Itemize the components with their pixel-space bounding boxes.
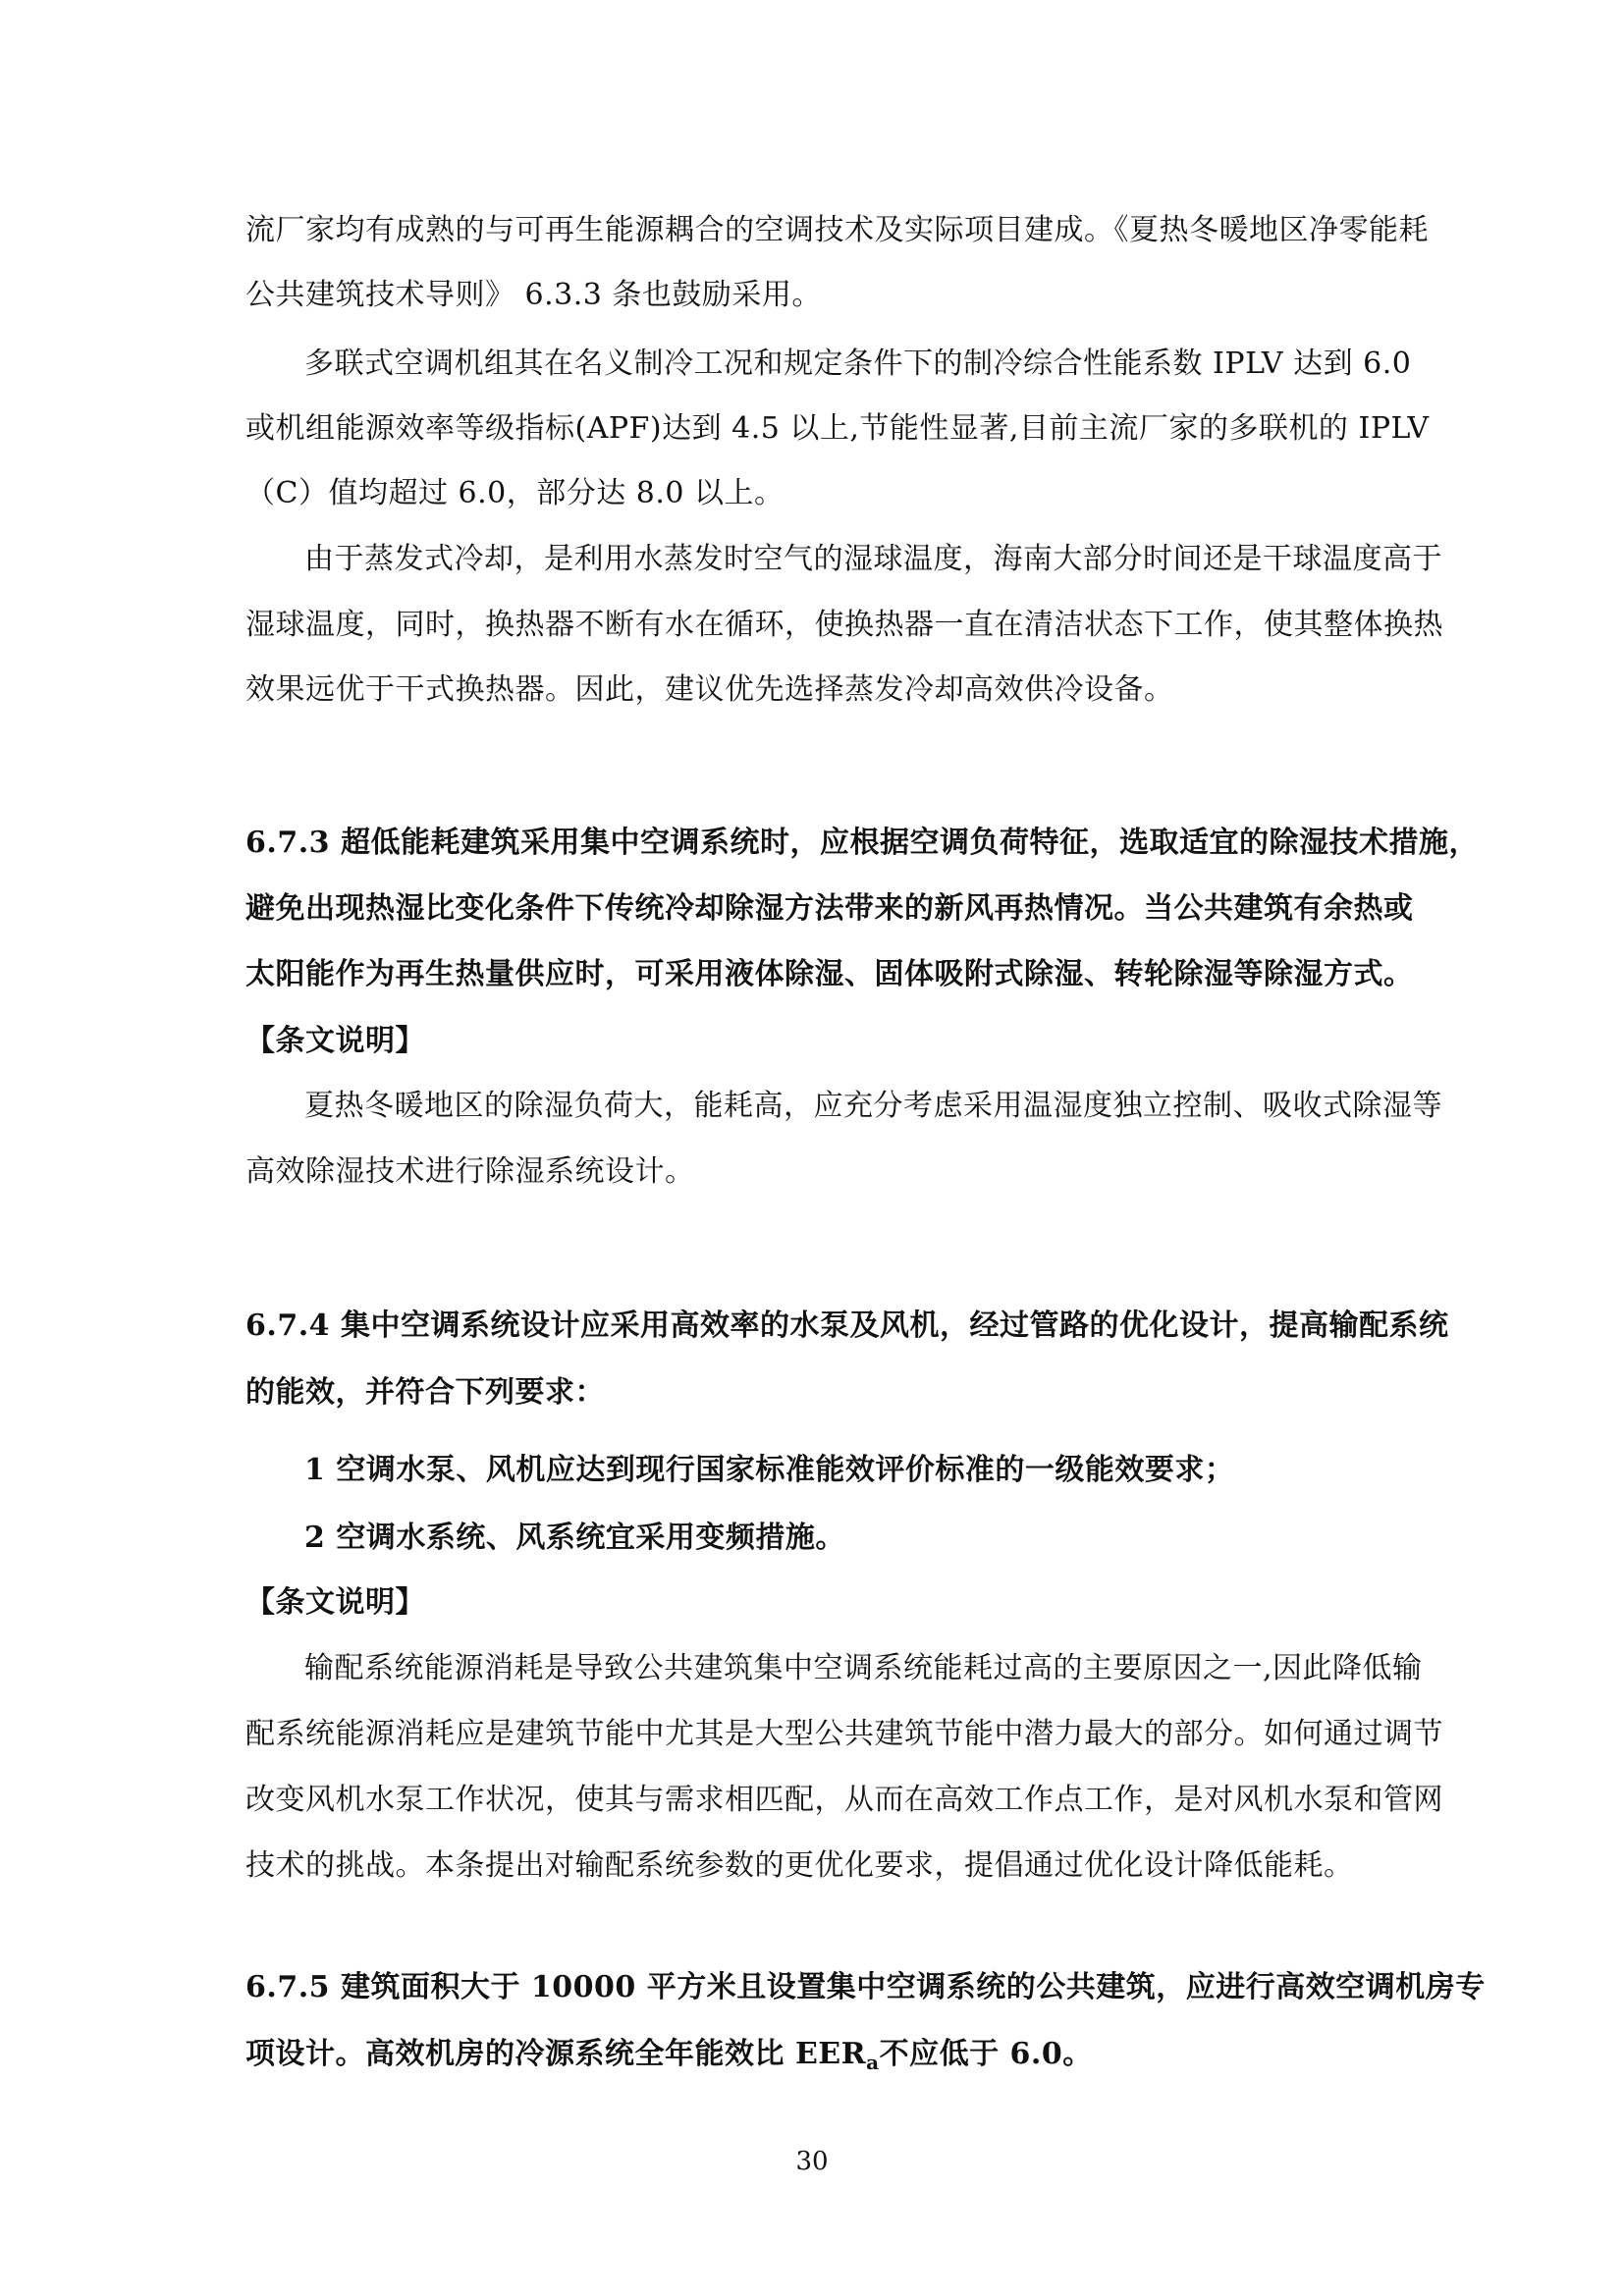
paragraph-line: 公共建筑技术导则》 6.3.3 条也鼓励采用。 <box>245 278 822 312</box>
subscript: a <box>866 2051 880 2074</box>
note-line: 配系统能源消耗应是建筑节能中尤其是大型公共建筑节能中潜力最大的部分。如何通过调节 <box>245 1717 1443 1751</box>
paragraph-line: 或机组能源效率等级指标(APF)达到 4.5 以上,节能性显著,目前主流厂家的多联机的 IPLV <box>245 411 1430 446</box>
note-heading: 【条文说明】 <box>245 1585 425 1620</box>
clause-text-part: 不应低于 6.0。 <box>879 2037 1093 2071</box>
clause-item: 2 空调水系统、风系统宜采用变频措施。 <box>304 1521 845 1555</box>
paragraph-line: 流厂家均有成熟的与可再生能源耦合的空调技术及实际项目建成。《夏热冬暖地区净零能耗 <box>245 213 1429 247</box>
note-line: 夏热冬暖地区的除湿负荷大，能耗高，应充分考虑采用温湿度独立控制、吸收式除湿等 <box>304 1089 1442 1123</box>
note-line: 技术的挑战。本条提出对输配系统参数的更优化要求，提倡通过优化设计降低能耗。 <box>245 1848 1354 1883</box>
note-line: 高效除湿技术进行除湿系统设计。 <box>245 1154 695 1189</box>
clause-6-7-5-text <box>245 2035 1384 2082</box>
clause-6-7-4-text: 的能效，并符合下列要求： <box>245 1375 605 1410</box>
paragraph-line: 由于蒸发式冷却，是利用水蒸发时空气的湿球温度，海南大部分时间还是干球温度高于 <box>304 542 1442 576</box>
note-line: 改变风机水泵工作状况，使其与需求相匹配，从而在高效工作点工作，是对风机水泵和管网 <box>245 1783 1443 1817</box>
paragraph-line: （C）值均超过 6.0，部分达 8.0 以上。 <box>245 476 785 510</box>
clause-6-7-3-text: 太阳能作为再生热量供应时，可采用液体除湿、固体吸附式除湿、转轮除湿等除湿方式。 <box>245 957 1414 991</box>
page-number: 30 <box>795 2147 829 2176</box>
clause-6-7-5-text: 6.7.5 建筑面积大于 10000 平方米且设置集中空调系统的公共建筑，应进行高效空调机房专 <box>245 1970 1486 2004</box>
paragraph-line: 湿球温度，同时，换热器不断有水在循环，使换热器一直在清洁状态下工作，使其整体换热 <box>245 608 1443 642</box>
clause-6-7-3-text: 避免出现热湿比变化条件下传统冷却除湿方法带来的新风再热情况。当公共建筑有余热或 <box>245 891 1414 926</box>
clause-6-7-4-text: 6.7.4 集中空调系统设计应采用高效率的水泵及风机，经过管路的优化设计，提高输配系统 <box>245 1308 1449 1343</box>
clause-6-7-3-text: 6.7.3 超低能耗建筑采用集中空调系统时，应根据空调负荷特征，选取适宜的除湿技术措施， <box>245 826 1479 860</box>
paragraph-line: 效果远优于干式换热器。因此，建议优先选择蒸发冷却高效供冷设备。 <box>245 672 1174 707</box>
clause-item: 1 空调水泵、风机应达到现行国家标准能效评价标准的一级能效要求； <box>304 1453 1235 1487</box>
note-heading: 【条文说明】 <box>245 1024 425 1058</box>
clause-text-part: 项设计。高效机房的冷源系统全年能效比 EER <box>245 2037 867 2071</box>
note-line: 输配系统能源消耗是导致公共建筑集中空调系统能耗过高的主要原因之一,因此降低输 <box>304 1651 1423 1685</box>
paragraph-line: 多联式空调机组其在名义制冷工况和规定条件下的制冷综合性能系数 IPLV 达到 6.0 <box>304 347 1412 381</box>
